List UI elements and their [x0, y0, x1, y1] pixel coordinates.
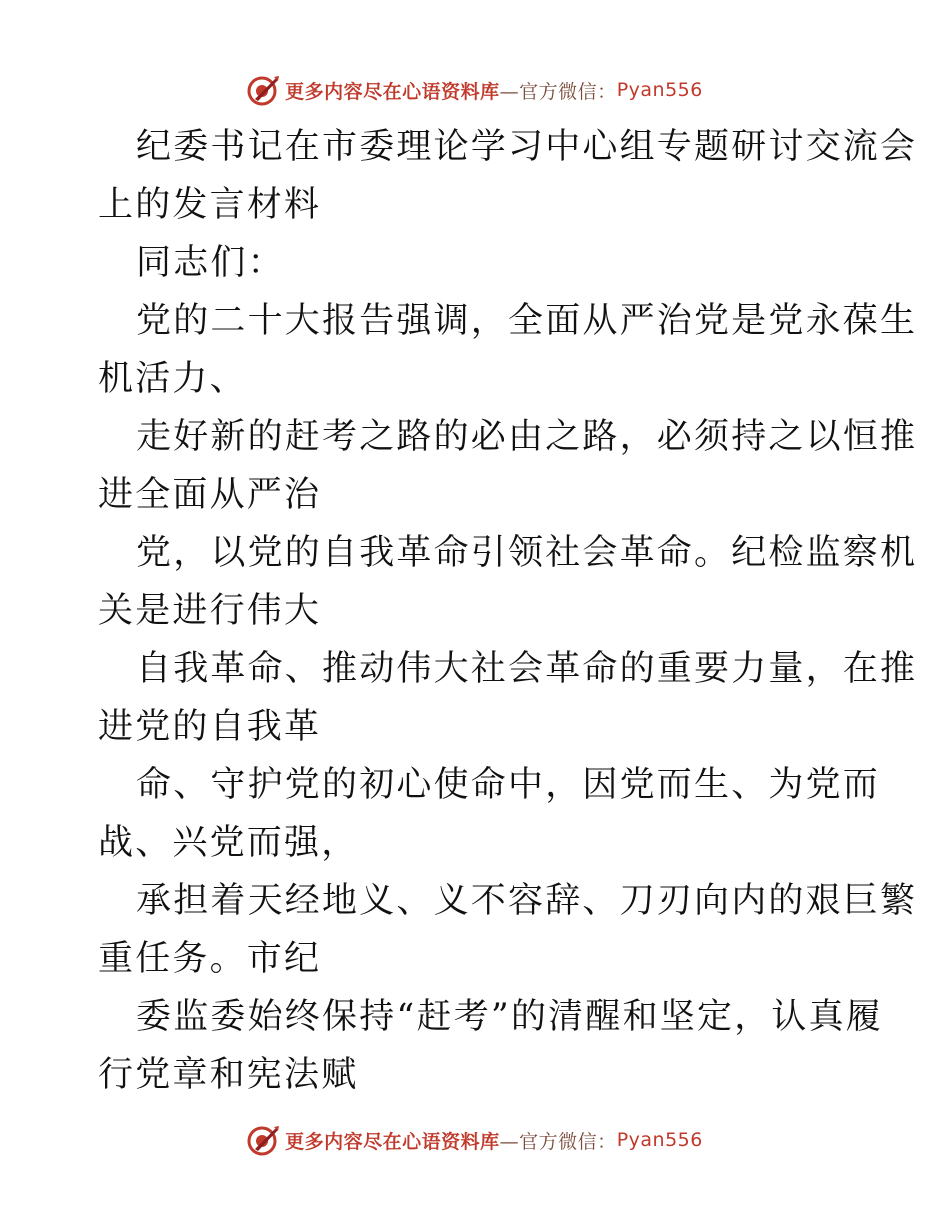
- paragraph-line: 重任务。市纪: [98, 939, 322, 979]
- paragraph-line: 进全面从严治: [98, 475, 322, 515]
- title-line-1: 纪委书记在市委理论学习中心组专题研讨交流会: [136, 127, 918, 167]
- paragraph-line: 命、守护党的初心使命中，因党而生、为党而: [136, 765, 881, 805]
- paragraph-line: 党的二十大报告强调，全面从严治党是党永葆生: [136, 301, 918, 341]
- document-body: [98, 118, 918, 1104]
- paragraph-line: 关是进行伟大: [98, 591, 322, 631]
- title-line-2: 上的发言材料: [98, 185, 322, 225]
- header-watermark-banner: [0, 70, 950, 110]
- salutation-line: 同志们：: [136, 243, 285, 283]
- paragraph-line: 战、兴党而强，: [98, 823, 359, 863]
- paragraph-line: 机活力、: [98, 359, 247, 399]
- paragraph-line: 行党章和宪法赋: [98, 1055, 359, 1095]
- banner-site-text: 更多内容尽在心语资料库: [285, 1130, 500, 1153]
- banner-official-text: —官方微信：: [499, 1130, 617, 1153]
- paragraph-line: 委监委始终保持“赶考”的清醒和坚定，认真履: [136, 997, 883, 1037]
- paragraph-line: 进党的自我革: [98, 707, 322, 747]
- footer-watermark-banner: [0, 1120, 950, 1160]
- paragraph-line: 承担着天经地义、义不容辞、刀刃向内的艰巨繁: [136, 881, 918, 921]
- red-quill-logo-icon: [247, 73, 281, 107]
- paragraph-line: 自我革命、推动伟大社会革命的重要力量，在推: [136, 649, 918, 689]
- red-quill-logo-icon: [247, 1123, 281, 1157]
- banner-wechat-id: Pyan556: [616, 79, 703, 101]
- paragraph-line: 党，以党的自我革命引领社会革命。纪检监察机: [136, 533, 918, 573]
- banner-official-text: —官方微信：: [499, 80, 617, 103]
- banner-site-text: 更多内容尽在心语资料库: [285, 80, 500, 103]
- paragraph-line: 走好新的赶考之路的必由之路，必须持之以恒推: [136, 417, 918, 457]
- banner-wechat-id: Pyan556: [616, 1129, 703, 1151]
